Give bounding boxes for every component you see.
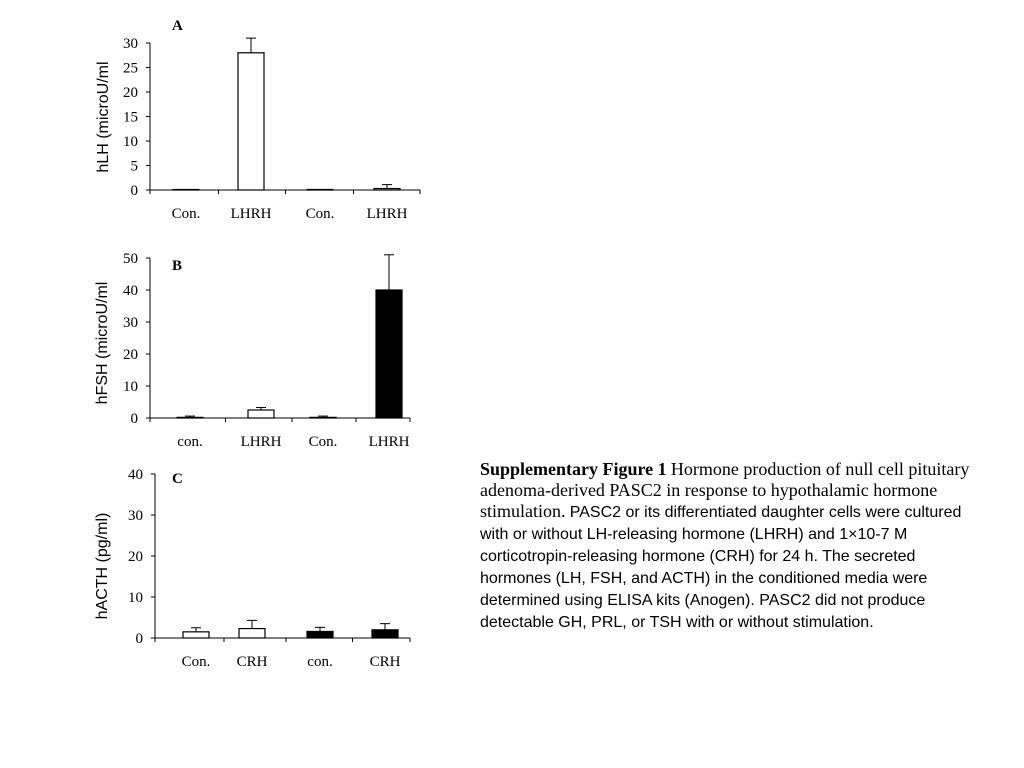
category-label: LHRH <box>368 434 410 450</box>
y-tick-label: 25 <box>123 60 138 77</box>
y-tick-label: 20 <box>128 549 143 565</box>
caption-lead: Hormone production of null cell pituitary adenoma-derived PASC2 in response to hypothalamic hormone stimulation. <box>480 459 970 521</box>
bar-b-1 <box>177 417 203 418</box>
bar-c-2 <box>239 629 265 638</box>
chart-panel-c <box>94 467 410 670</box>
bar-c-3 <box>307 631 333 638</box>
y-tick-label: 20 <box>123 85 138 101</box>
y-tick-label: 0 <box>135 631 143 647</box>
y-axis-label-b: hFSH (microU/ml <box>94 281 111 405</box>
category-label: con. <box>177 434 203 450</box>
y-tick-label: 30 <box>128 508 143 524</box>
y-tick-label: 40 <box>128 467 143 483</box>
y-axis-label-c: hACTH (pg/ml) <box>94 512 111 620</box>
y-tick-label: 10 <box>123 379 138 395</box>
bar-a-2 <box>238 53 264 190</box>
bar-c-1 <box>183 632 209 638</box>
panel-label-b: B <box>172 258 183 274</box>
bar-b-2 <box>248 410 274 418</box>
y-tick-label: 50 <box>123 251 138 267</box>
y-tick-label: 20 <box>123 347 138 363</box>
y-tick-label: 40 <box>123 283 138 299</box>
y-tick-label: 5 <box>130 158 138 175</box>
category-label: LHRH <box>230 206 272 222</box>
y-tick-label: 15 <box>123 109 138 126</box>
y-tick-label: 0 <box>130 411 138 427</box>
caption-body: PASC2 or its differentiated daughter cells were cultured with or without LH-releasing hormone (LHRH) and 1×10-7 M corticotropin-releasing hormone (CRH) for 24 h. The secreted hormones (LH, FSH, and ACTH) in the conditioned media were determined using ELISA kits (Anogen). PASC2 did not produce detectable GH, PRL, or TSH with or without stimulation. <box>480 504 962 631</box>
category-label: con. <box>307 654 333 670</box>
panel-label-c: C <box>172 471 183 487</box>
category-label: LHRH <box>240 434 282 450</box>
y-tick-label: 10 <box>128 590 143 606</box>
category-label: LHRH <box>366 206 408 222</box>
category-label: Con. <box>308 434 338 450</box>
category-label: Con. <box>171 206 201 222</box>
y-tick-label: 10 <box>123 134 138 150</box>
bar-c-4 <box>372 630 398 638</box>
chart-panel-a <box>95 18 420 222</box>
figure-caption <box>480 459 980 633</box>
bar-b-4 <box>376 290 402 418</box>
bar-a-3 <box>307 190 333 191</box>
caption-title: Supplementary Figure 1 <box>480 459 667 479</box>
y-axis-label-a: hLH (microU/ml <box>95 61 112 173</box>
y-tick-label: 30 <box>123 36 138 52</box>
bar-a-1 <box>173 190 199 191</box>
y-tick-label: 0 <box>130 183 138 199</box>
y-tick-label: 30 <box>123 315 138 331</box>
bar-b-3 <box>310 417 336 418</box>
category-label: Con. <box>305 206 335 222</box>
chart-panel-b <box>94 251 410 450</box>
category-label: CRH <box>236 654 268 670</box>
category-label: CRH <box>369 654 401 670</box>
bar-a-4 <box>374 189 400 190</box>
category-label: Con. <box>181 654 211 670</box>
panel-label-a: A <box>172 18 183 34</box>
